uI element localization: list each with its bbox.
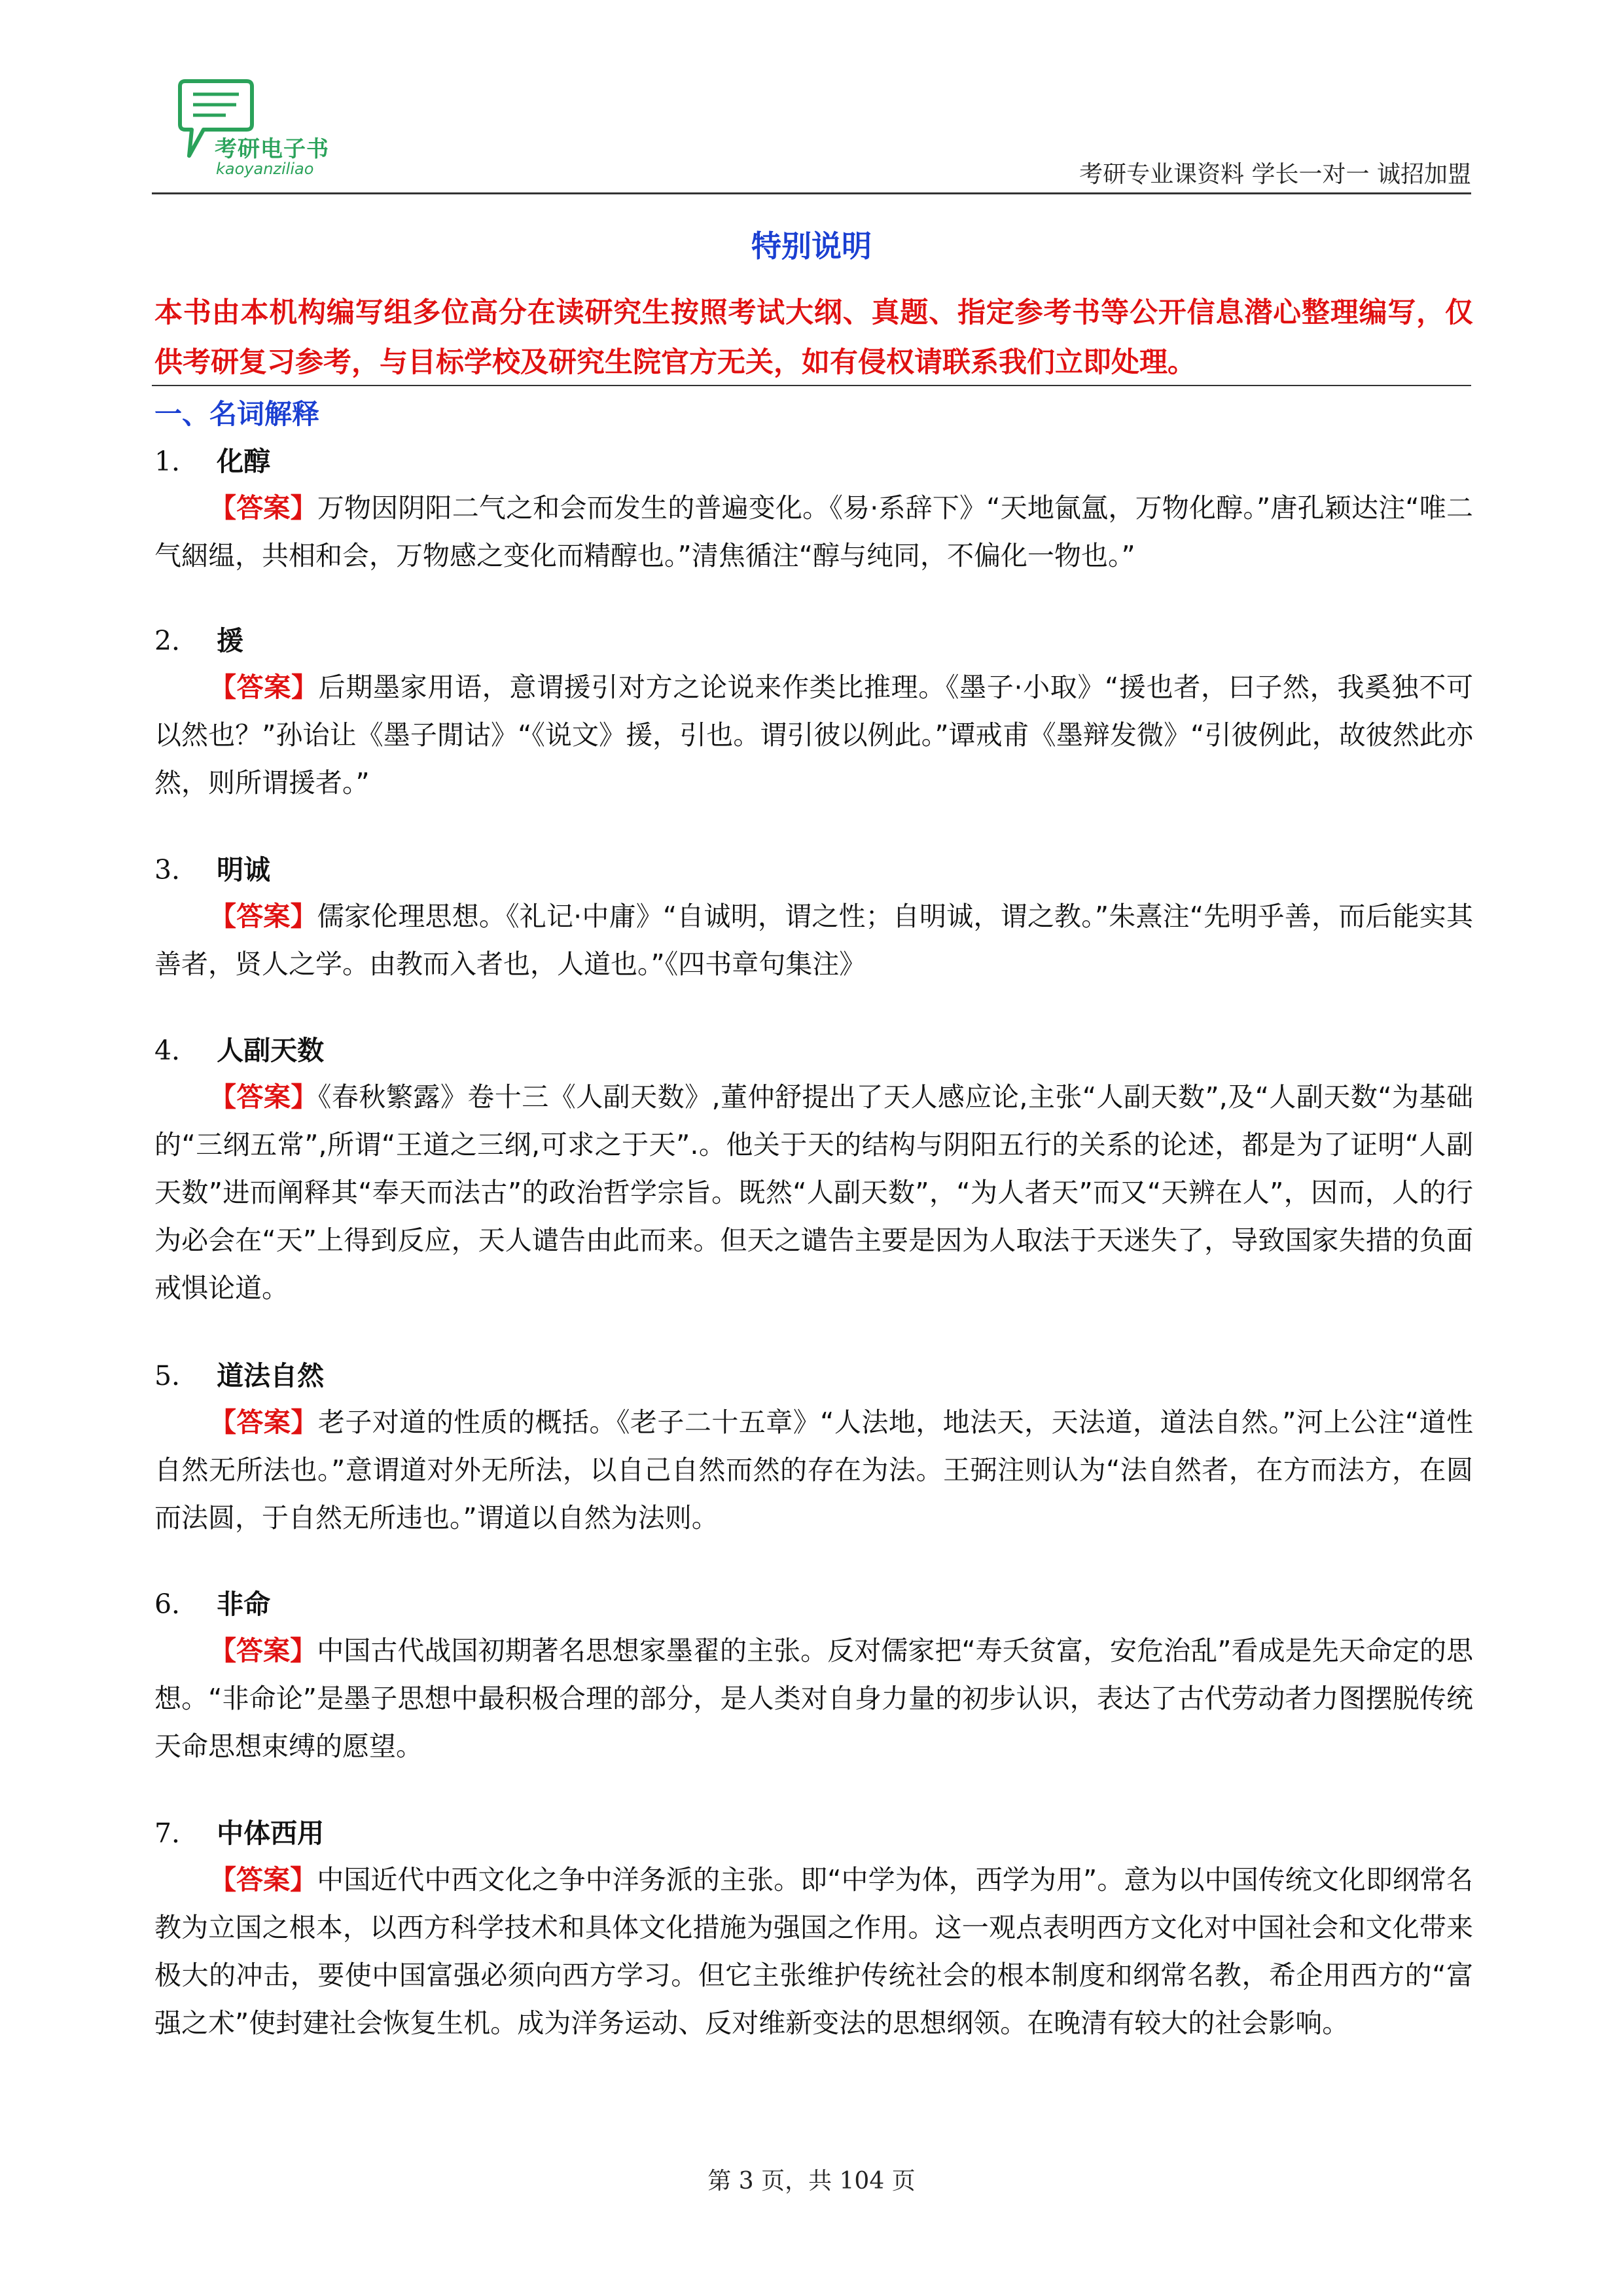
header-tagline: 考研专业课资料 学长一对一 诚招加盟 <box>1079 161 1471 188</box>
answer-text: 儒家伦理思想。《礼记·中庸》“自诚明，谓之性；自明诚，谓之教。”朱熹注“先明乎善，而后能实其善者，贤人之学。由教而入者也，人道也。”《四书章句集注》 <box>154 901 1473 980</box>
entry-1 <box>154 439 1473 580</box>
answer-tag: 【答案】 <box>209 1407 318 1438</box>
page-footer: 第 3 页，共 104 页 <box>707 2168 916 2195</box>
entry-word: 人副天数 <box>217 1035 325 1066</box>
entry-4 <box>154 1028 1473 1312</box>
entry-answer <box>154 664 1473 807</box>
entry-3 <box>154 847 1473 988</box>
answer-tag: 【答案】 <box>209 492 317 524</box>
entry-term <box>154 847 1473 893</box>
entry-2 <box>154 618 1473 807</box>
entry-answer <box>154 1856 1473 2047</box>
entry-word: 中体西用 <box>217 1818 325 1849</box>
page-title: 特别说明 <box>751 228 872 264</box>
entry-term <box>154 1353 1473 1399</box>
entry-term <box>154 618 1473 664</box>
entry-word: 援 <box>217 625 244 656</box>
entry-number: 2． <box>154 625 199 656</box>
entry-number: 3． <box>154 854 199 886</box>
answer-tag: 【答案】 <box>209 1081 318 1113</box>
answer-text: 万物因阴阳二气之和会而发生的普遍变化。《易·系辞下》“天地氤氲，万物化醇。”唐孔颖达注“唯二气絪缊，共相和会，万物感之变化而精醇也。”清焦循注“醇与纯同，不偏化一物也。” <box>154 492 1473 571</box>
answer-tag: 【答案】 <box>209 1635 317 1666</box>
entry-number: 4． <box>154 1035 199 1066</box>
section-heading: 一、名词解释 <box>154 398 320 430</box>
entry-answer <box>154 1399 1473 1542</box>
entry-word: 化醇 <box>217 446 271 477</box>
entry-term <box>154 1810 1473 1856</box>
entry-7 <box>154 1810 1473 2047</box>
answer-text: 中国近代中西文化之争中洋务派的主张。即“中学为体，西学为用”。意为以中国传统文化即纲常名教为立国之根本，以西方科学技术和具体文化措施为强国之作用。这一观点表明西方文化对中国社会和文化带来极大的冲击，要使中国富强必须向西方学习。但它主张维护传统社会的根本制度和纲常名教，希企用西方的“富强之术”使封建社会恢复生机。成为洋务运动、反对维新变法的思想纲领。在晚清有较大的社会影响。 <box>154 1864 1473 2039</box>
answer-tag: 【答案】 <box>209 901 317 932</box>
entry-answer <box>154 893 1473 988</box>
answer-tag: 【答案】 <box>209 672 319 703</box>
answer-text: 老子对道的性质的概括。《老子二十五章》“人法地，地法天，天法道，道法自然。”河上公注“道性自然无所法也。”意谓道对外无所法，以自己自然而然的存在为法。王弼注则认为“法自然者，在方而法方，在圆而法圆，于自然无所违也。”谓道以自然为法则。 <box>154 1407 1474 1534</box>
notice-paragraph: 本书由本机构编写组多位高分在读研究生按照考试大纲、真题、指定参考书等公开信息潜心整理编写，仅供考研复习参考，与目标学校及研究生院官方无关，如有侵权请联系我们立即处理。 <box>154 296 1473 379</box>
logo-subtext: kaoyanziliao <box>216 160 314 178</box>
entry-word: 道法自然 <box>217 1360 325 1391</box>
entry-word: 明诚 <box>217 854 271 886</box>
logo-text: 考研电子书 <box>215 136 329 162</box>
entry-answer <box>154 484 1473 580</box>
entry-term <box>154 439 1473 484</box>
entry-term <box>154 1581 1473 1627</box>
entry-number: 5． <box>154 1360 199 1391</box>
answer-text: 中国古代战国初期著名思想家墨翟的主张。反对儒家把“寿夭贫富，安危治乱”看成是先天命定的思想。“非命论”是墨子思想中最积极合理的部分，是人类对自身力量的初步认识，表达了古代劳动者力图摆脱传统天命思想束缚的愿望。 <box>154 1635 1473 1762</box>
entry-number: 1． <box>154 446 199 477</box>
entry-5 <box>154 1353 1473 1542</box>
entry-answer <box>154 1627 1473 1770</box>
entry-term <box>154 1028 1473 1073</box>
entry-word: 非命 <box>217 1588 271 1620</box>
entry-6 <box>154 1581 1473 1770</box>
answer-text: 后期墨家用语，意谓援引对方之论说来作类比推理。《墨子·小取》“援也者，曰子然，我奚独不可以然也？”孙诒让《墨子閒诂》“《说文》援，引也。谓引彼以例此。”谭戒甫《墨辩发微》“引彼例此，故彼然此亦然，则所谓援者。” <box>154 672 1474 798</box>
answer-tag: 【答案】 <box>209 1864 317 1895</box>
entry-number: 7． <box>154 1818 199 1849</box>
entry-number: 6． <box>154 1588 199 1620</box>
notice-divider <box>152 385 1471 386</box>
entry-answer <box>154 1073 1473 1312</box>
header-divider <box>152 192 1471 194</box>
answer-text: 《春秋繁露》卷十三《人副天数》,董仲舒提出了天人感应论,主张“人副天数”,及“人副天数“为基础的“三纲五常”,所谓“王道之三纲,可求之于天”.。他关于天的结构与阴阳五行的关系的论述，都是为了证明“人副天数”进而阐释其“奉天而法古”的政治哲学宗旨。既然“人副天数”，“为人者天”而又“天辨在人”，因而，人的行为必会在“天”上得到反应，天人谴告由此而来。但天之谴告主要是因为人取法于天迷失了，导致国家失措的负面戒惧论道。 <box>154 1081 1474 1304</box>
